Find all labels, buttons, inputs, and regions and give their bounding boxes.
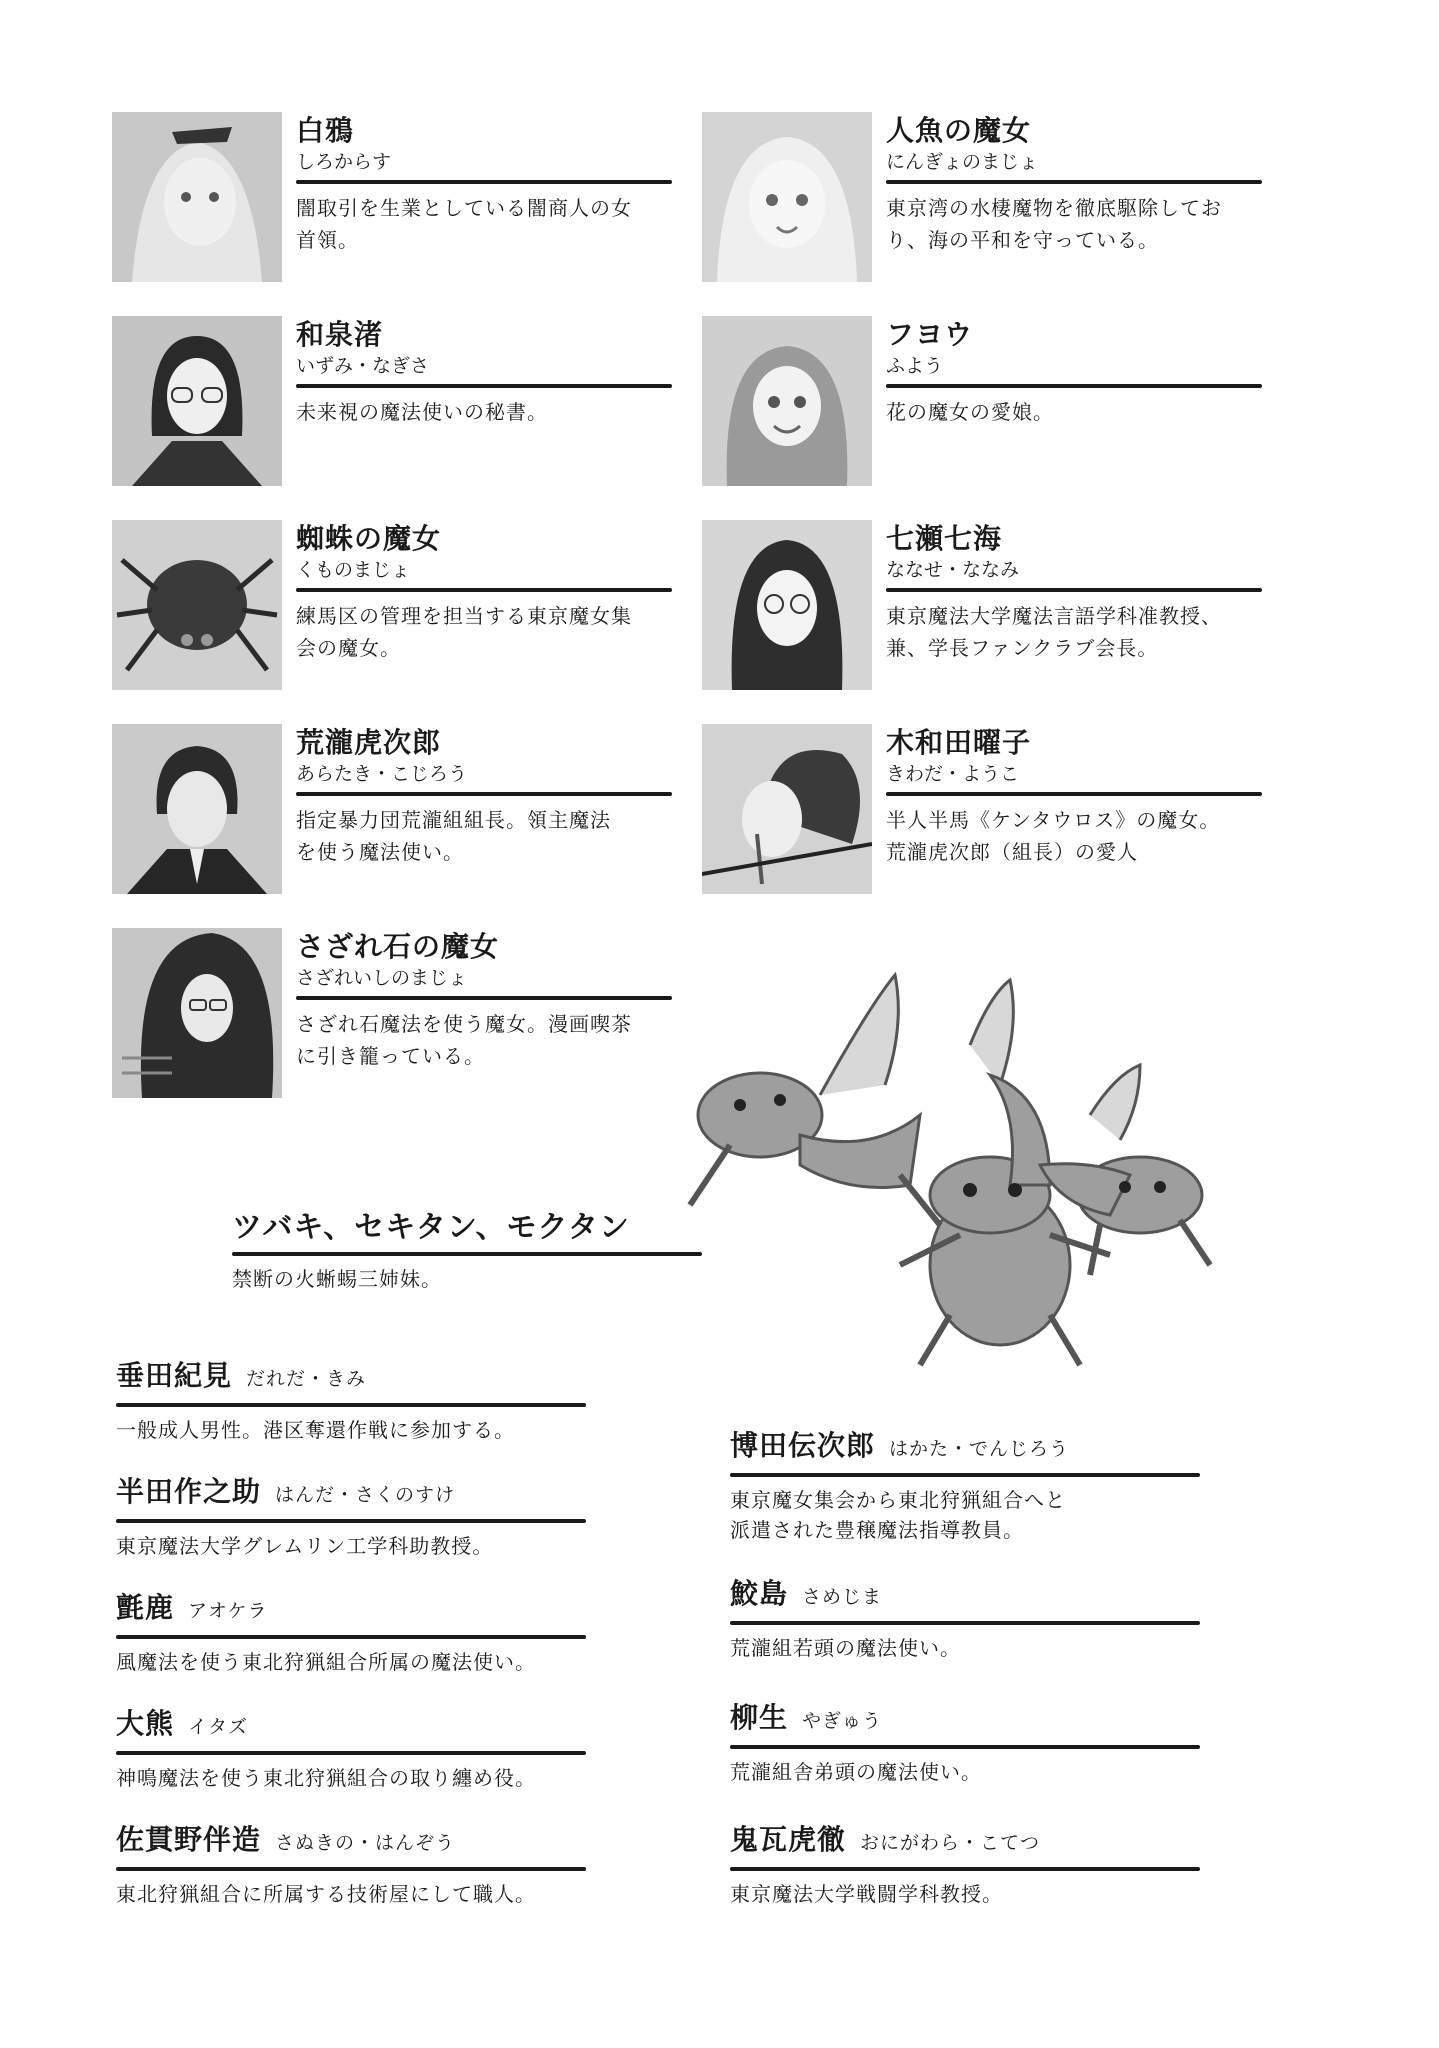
list-entry — [116, 1590, 586, 1677]
portrait-image — [112, 928, 282, 1098]
character-kana: くものまじょ — [296, 559, 411, 581]
entry-name: 鬼瓦虎徹 — [730, 1823, 847, 1856]
character-name: 荒瀧虎次郎 — [296, 726, 442, 759]
list-entry — [116, 1358, 586, 1445]
entry-name: 佐貫野伴造 — [116, 1823, 262, 1856]
character-card — [702, 724, 1262, 894]
entry-kana: だれだ・きみ — [246, 1368, 367, 1390]
character-name: さざれ石の魔女 — [296, 930, 500, 963]
character-description: 花の魔女の愛娘。 — [886, 400, 1054, 424]
divider — [116, 1403, 586, 1407]
character-description: 半人半馬《ケンタウロス》の魔女。 荒瀧虎次郎（組長）の愛人 — [886, 808, 1221, 864]
character-kana: ななせ・ななみ — [886, 559, 1020, 581]
entry-name: 鮫島 — [730, 1577, 789, 1610]
entry-kana: やぎゅう — [802, 1710, 883, 1732]
entry-name: 博田伝次郎 — [730, 1429, 876, 1462]
divider — [296, 996, 672, 1000]
entry-kana: アオケラ — [188, 1600, 268, 1622]
character-name: フヨウ — [886, 318, 974, 351]
divider — [730, 1473, 1200, 1477]
entry-name: 大熊 — [116, 1707, 175, 1740]
portrait-image — [112, 316, 282, 486]
character-card — [112, 520, 672, 690]
list-entry — [116, 1822, 586, 1909]
character-name: 蜘蛛の魔女 — [296, 522, 442, 555]
character-card — [702, 520, 1262, 690]
divider — [116, 1519, 586, 1523]
list-entry — [730, 1576, 1200, 1663]
entry-description: 荒瀧組若頭の魔法使い。 — [730, 1636, 961, 1660]
divider — [886, 180, 1262, 184]
entry-kana: さぬきの・はんぞう — [275, 1832, 456, 1854]
entry-description: 東京魔法大学グレムリン工学科助教授。 — [116, 1534, 494, 1558]
list-entry — [116, 1706, 586, 1793]
character-description: さざれ石魔法を使う魔女。漫画喫茶 に引き籠っている。 — [296, 1012, 632, 1068]
divider — [886, 792, 1262, 796]
character-card — [702, 112, 1262, 282]
character-kana: しろからす — [296, 151, 392, 173]
character-card — [112, 112, 672, 282]
entry-kana: はんだ・さくのすけ — [275, 1484, 456, 1506]
entry-name: ツバキ、セキタン、モクタン — [232, 1210, 630, 1245]
entry-description: 東京魔女集会から東北狩猟組合へと 派遣された豊穣魔法指導教員。 — [730, 1488, 1066, 1542]
entry-kana: さめじま — [802, 1586, 883, 1608]
character-description: 闇取引を生業としている闇商人の女 首領。 — [296, 196, 632, 252]
character-name: 白鴉 — [296, 114, 355, 147]
divider — [886, 384, 1262, 388]
portrait-image — [702, 316, 872, 486]
character-card — [112, 928, 672, 1098]
divider — [232, 1252, 702, 1256]
entry-description: 東京魔法大学戦闘学科教授。 — [730, 1882, 1003, 1906]
divider — [296, 180, 672, 184]
portrait-image — [112, 724, 282, 894]
character-description: 指定暴力団荒瀧組組長。領主魔法 を使う魔法使い。 — [296, 808, 611, 864]
character-name: 七瀬七海 — [886, 522, 1003, 555]
list-entry — [116, 1474, 586, 1561]
divider — [730, 1867, 1200, 1871]
portrait-image — [702, 724, 872, 894]
character-name: 人魚の魔女 — [886, 114, 1032, 147]
entry-name: 柳生 — [730, 1701, 789, 1734]
character-name: 和泉渚 — [296, 318, 384, 351]
list-entry — [730, 1428, 1200, 1545]
divider — [886, 588, 1262, 592]
character-kana: にんぎょのまじょ — [886, 151, 1039, 173]
character-description: 練馬区の管理を担当する東京魔女集 会の魔女。 — [296, 604, 632, 660]
entry-kana: おにがわら・こてつ — [860, 1832, 1041, 1854]
divider — [730, 1745, 1200, 1749]
list-entry — [730, 1822, 1200, 1909]
character-description: 東京魔法大学魔法言語学科准教授、 兼、学長ファンクラブ会長。 — [886, 604, 1222, 660]
list-entry — [730, 1700, 1200, 1787]
entry-description: 禁断の火蜥蜴三姉妹。 — [232, 1267, 442, 1291]
entry-description: 神鳴魔法を使う東北狩猟組合の取り纏め役。 — [116, 1766, 536, 1790]
divider — [296, 792, 672, 796]
divider — [116, 1635, 586, 1639]
portrait-image — [702, 112, 872, 282]
entry-description: 一般成人男性。港区奪還作戦に参加する。 — [116, 1418, 515, 1442]
divider — [296, 384, 672, 388]
character-card — [112, 724, 672, 894]
divider — [296, 588, 672, 592]
entry-name: 垂田紀見 — [116, 1359, 233, 1392]
divider — [116, 1867, 586, 1871]
entry-name: 氈鹿 — [116, 1591, 175, 1624]
character-kana: きわだ・ようこ — [886, 763, 1020, 785]
divider — [730, 1621, 1200, 1625]
portrait-image — [702, 520, 872, 690]
salamander-illustration — [670, 965, 1250, 1385]
entry-description: 荒瀧組舎弟頭の魔法使い。 — [730, 1760, 982, 1784]
character-description: 東京湾の水棲魔物を徹底駆除してお り、海の平和を守っている。 — [886, 196, 1222, 252]
character-kana: ふよう — [886, 355, 944, 377]
siblings-entry — [232, 1210, 702, 1294]
portrait-image — [112, 112, 282, 282]
entry-kana: はかた・でんじろう — [889, 1438, 1070, 1460]
character-kana: いずみ・なぎさ — [296, 355, 430, 377]
character-card — [702, 316, 1262, 486]
entry-name: 半田作之助 — [116, 1475, 262, 1508]
entry-description: 東北狩猟組合に所属する技術屋にして職人。 — [116, 1882, 536, 1906]
character-name: 木和田曜子 — [886, 726, 1032, 759]
character-kana: さざれいしのまじょ — [296, 967, 468, 989]
character-card — [112, 316, 672, 486]
entry-kana: イタズ — [188, 1716, 249, 1738]
character-description: 未来視の魔法使いの秘書。 — [296, 400, 548, 424]
divider — [116, 1751, 586, 1755]
character-kana: あらたき・こじろう — [296, 763, 468, 785]
portrait-image — [112, 520, 282, 690]
entry-description: 風魔法を使う東北狩猟組合所属の魔法使い。 — [116, 1650, 536, 1674]
